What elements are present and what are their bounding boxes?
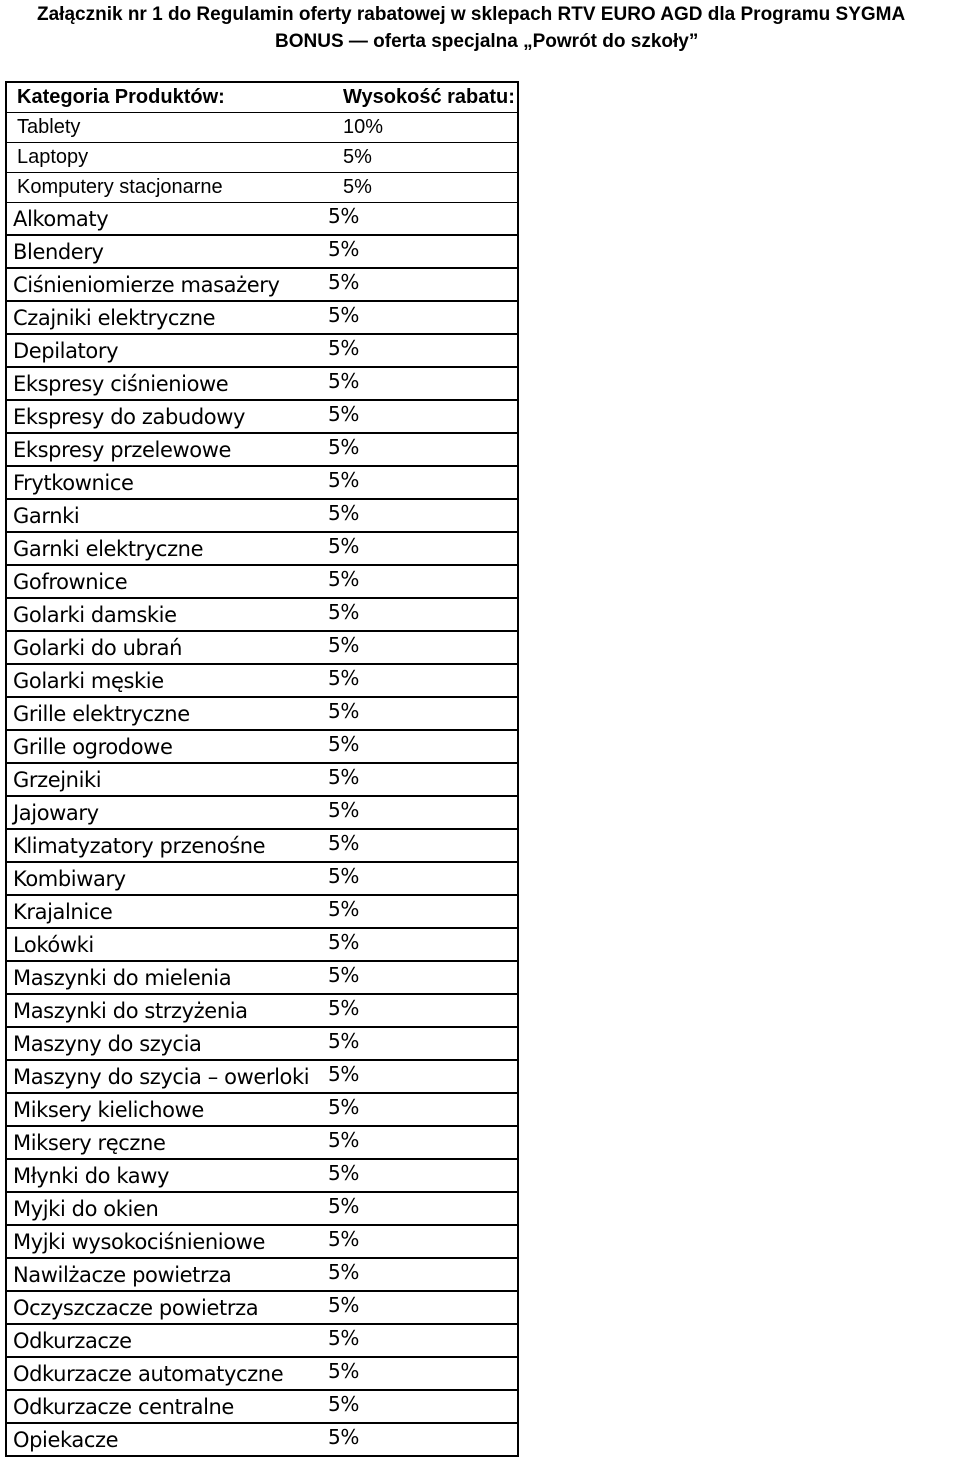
table-row	[7, 113, 517, 143]
category-cell: Garnki	[13, 503, 80, 528]
category-cell: Grille elektryczne	[13, 701, 190, 726]
category-cell: Ekspresy ciśnieniowe	[13, 371, 229, 396]
table-row	[7, 764, 517, 797]
table-row	[7, 599, 517, 632]
table-row	[7, 1028, 517, 1061]
category-cell: Maszynki do mielenia	[13, 965, 232, 990]
category-cell: Miksery kielichowe	[13, 1097, 204, 1122]
table-row	[7, 1424, 517, 1457]
table-row	[7, 1193, 517, 1226]
table-row	[7, 665, 517, 698]
discount-cell: 5%	[343, 146, 372, 168]
category-cell: Myjki wysokociśnieniowe	[13, 1229, 265, 1254]
discount-cell: 5%	[343, 176, 372, 198]
table-row	[7, 995, 517, 1028]
category-cell: Blendery	[13, 239, 104, 264]
category-cell: Grille ogrodowe	[13, 734, 173, 759]
table-row	[7, 1061, 517, 1094]
discount-cell: 5%	[328, 335, 360, 360]
category-cell: Ciśnieniomierze masażery	[13, 272, 280, 297]
table-row	[7, 173, 517, 203]
category-cell: Maszyny do szycia – owerloki	[13, 1064, 310, 1089]
category-cell: Lokówki	[13, 932, 94, 957]
category-cell: Golarki męskie	[13, 668, 164, 693]
discount-cell: 5%	[328, 434, 360, 459]
table-row	[7, 1391, 517, 1424]
category-cell: Tablety	[17, 116, 81, 138]
top-rows-group	[7, 113, 517, 203]
discount-cell: 5%	[328, 1028, 360, 1053]
category-cell: Odkurzacze centralne	[13, 1394, 234, 1419]
discount-cell: 5%	[328, 533, 360, 558]
table-row	[7, 1094, 517, 1127]
discount-cell: 5%	[328, 764, 360, 789]
category-cell: Komputery stacjonarne	[17, 176, 223, 198]
table-row	[7, 368, 517, 401]
discount-cell: 5%	[328, 1193, 360, 1218]
discount-cell: 5%	[328, 830, 360, 855]
category-cell: Miksery ręczne	[13, 1130, 166, 1155]
discount-cell: 5%	[328, 929, 360, 954]
discount-cell: 5%	[328, 1292, 360, 1317]
header-discount: Wysokość rabatu:	[343, 86, 515, 108]
table-row	[7, 863, 517, 896]
discount-cell: 5%	[328, 797, 360, 822]
discount-cell: 5%	[328, 896, 360, 921]
category-cell: Klimatyzatory przenośne	[13, 833, 266, 858]
discount-cell: 5%	[328, 731, 360, 756]
category-cell: Gofrownice	[13, 569, 128, 594]
table-row	[7, 698, 517, 731]
discount-cell: 5%	[328, 698, 360, 723]
discount-cell: 5%	[328, 566, 360, 591]
category-cell: Garnki elektryczne	[13, 536, 204, 561]
discount-cell: 10%	[343, 116, 384, 138]
discount-cell: 5%	[328, 1391, 360, 1416]
discount-cell: 5%	[328, 1160, 360, 1185]
category-cell: Myjki do okien	[13, 1196, 159, 1221]
table-row	[7, 236, 517, 269]
table-row	[7, 797, 517, 830]
category-cell: Laptopy	[17, 146, 89, 168]
discount-cell: 5%	[328, 203, 360, 228]
table-row	[7, 203, 517, 236]
table-row	[7, 302, 517, 335]
discount-cell: 5%	[328, 632, 360, 657]
category-cell: Kombiwary	[13, 866, 126, 891]
discount-cell: 5%	[328, 863, 360, 888]
table-row	[7, 566, 517, 599]
table-row	[7, 1259, 517, 1292]
category-cell: Frytkownice	[13, 470, 134, 495]
table-row	[7, 500, 517, 533]
table-row	[7, 896, 517, 929]
discount-cell: 5%	[328, 1259, 360, 1284]
table-row	[7, 1160, 517, 1193]
category-cell: Odkurzacze automatyczne	[13, 1361, 284, 1386]
table-row	[7, 434, 517, 467]
heading-line-2: BONUS — oferta specjalna „Powrót do szkoły”	[275, 31, 699, 52]
category-cell: Nawilżacze powietrza	[13, 1262, 232, 1287]
discount-cell: 5%	[328, 1424, 360, 1449]
table-header-row	[7, 83, 517, 113]
table-row	[7, 1226, 517, 1259]
discount-table	[5, 81, 519, 1457]
table-row	[7, 401, 517, 434]
table-row	[7, 731, 517, 764]
discount-cell: 5%	[328, 1325, 360, 1350]
discount-cell: 5%	[328, 962, 360, 987]
category-cell: Maszynki do strzyżenia	[13, 998, 248, 1023]
table-row	[7, 830, 517, 863]
discount-cell: 5%	[328, 401, 360, 426]
discount-cell: 5%	[328, 1226, 360, 1251]
category-cell: Depilatory	[13, 338, 119, 363]
category-cell: Golarki do ubrań	[13, 635, 183, 660]
category-cell: Jajowary	[13, 800, 99, 825]
table-row	[7, 962, 517, 995]
discount-cell: 5%	[328, 995, 360, 1020]
table-row	[7, 929, 517, 962]
header-category: Kategoria Produktów:	[17, 86, 225, 108]
table-row	[7, 143, 517, 173]
table-row	[7, 533, 517, 566]
discount-cell: 5%	[328, 236, 360, 261]
category-cell: Maszyny do szycia	[13, 1031, 202, 1056]
table-row	[7, 335, 517, 368]
discount-cell: 5%	[328, 500, 360, 525]
category-cell: Alkomaty	[13, 206, 109, 231]
table-row	[7, 269, 517, 302]
category-cell: Czajniki elektryczne	[13, 305, 216, 330]
category-cell: Grzejniki	[13, 767, 102, 792]
discount-cell: 5%	[328, 1358, 360, 1383]
rows-group	[7, 203, 517, 1457]
discount-cell: 5%	[328, 1094, 360, 1119]
discount-cell: 5%	[328, 368, 360, 393]
discount-cell: 5%	[328, 1061, 360, 1086]
heading-line-1: Załącznik nr 1 do Regulamin oferty rabatowej w sklepach RTV EURO AGD dla Programu SYGMA	[37, 4, 906, 25]
category-cell: Oczyszczacze powietrza	[13, 1295, 259, 1320]
discount-cell: 5%	[328, 599, 360, 624]
discount-cell: 5%	[328, 665, 360, 690]
discount-cell: 5%	[328, 269, 360, 294]
table-row	[7, 467, 517, 500]
category-cell: Ekspresy przelewowe	[13, 437, 232, 462]
category-cell: Ekspresy do zabudowy	[13, 404, 246, 429]
discount-cell: 5%	[328, 467, 360, 492]
category-cell: Opiekacze	[13, 1427, 119, 1452]
category-cell: Golarki damskie	[13, 602, 177, 627]
table-row	[7, 632, 517, 665]
discount-cell: 5%	[328, 1127, 360, 1152]
table-row	[7, 1292, 517, 1325]
category-cell: Młynki do kawy	[13, 1163, 170, 1188]
table-row	[7, 1358, 517, 1391]
category-cell: Krajalnice	[13, 899, 113, 924]
discount-cell: 5%	[328, 302, 360, 327]
table-row	[7, 1127, 517, 1160]
table-row	[7, 1325, 517, 1358]
category-cell: Odkurzacze	[13, 1328, 132, 1353]
